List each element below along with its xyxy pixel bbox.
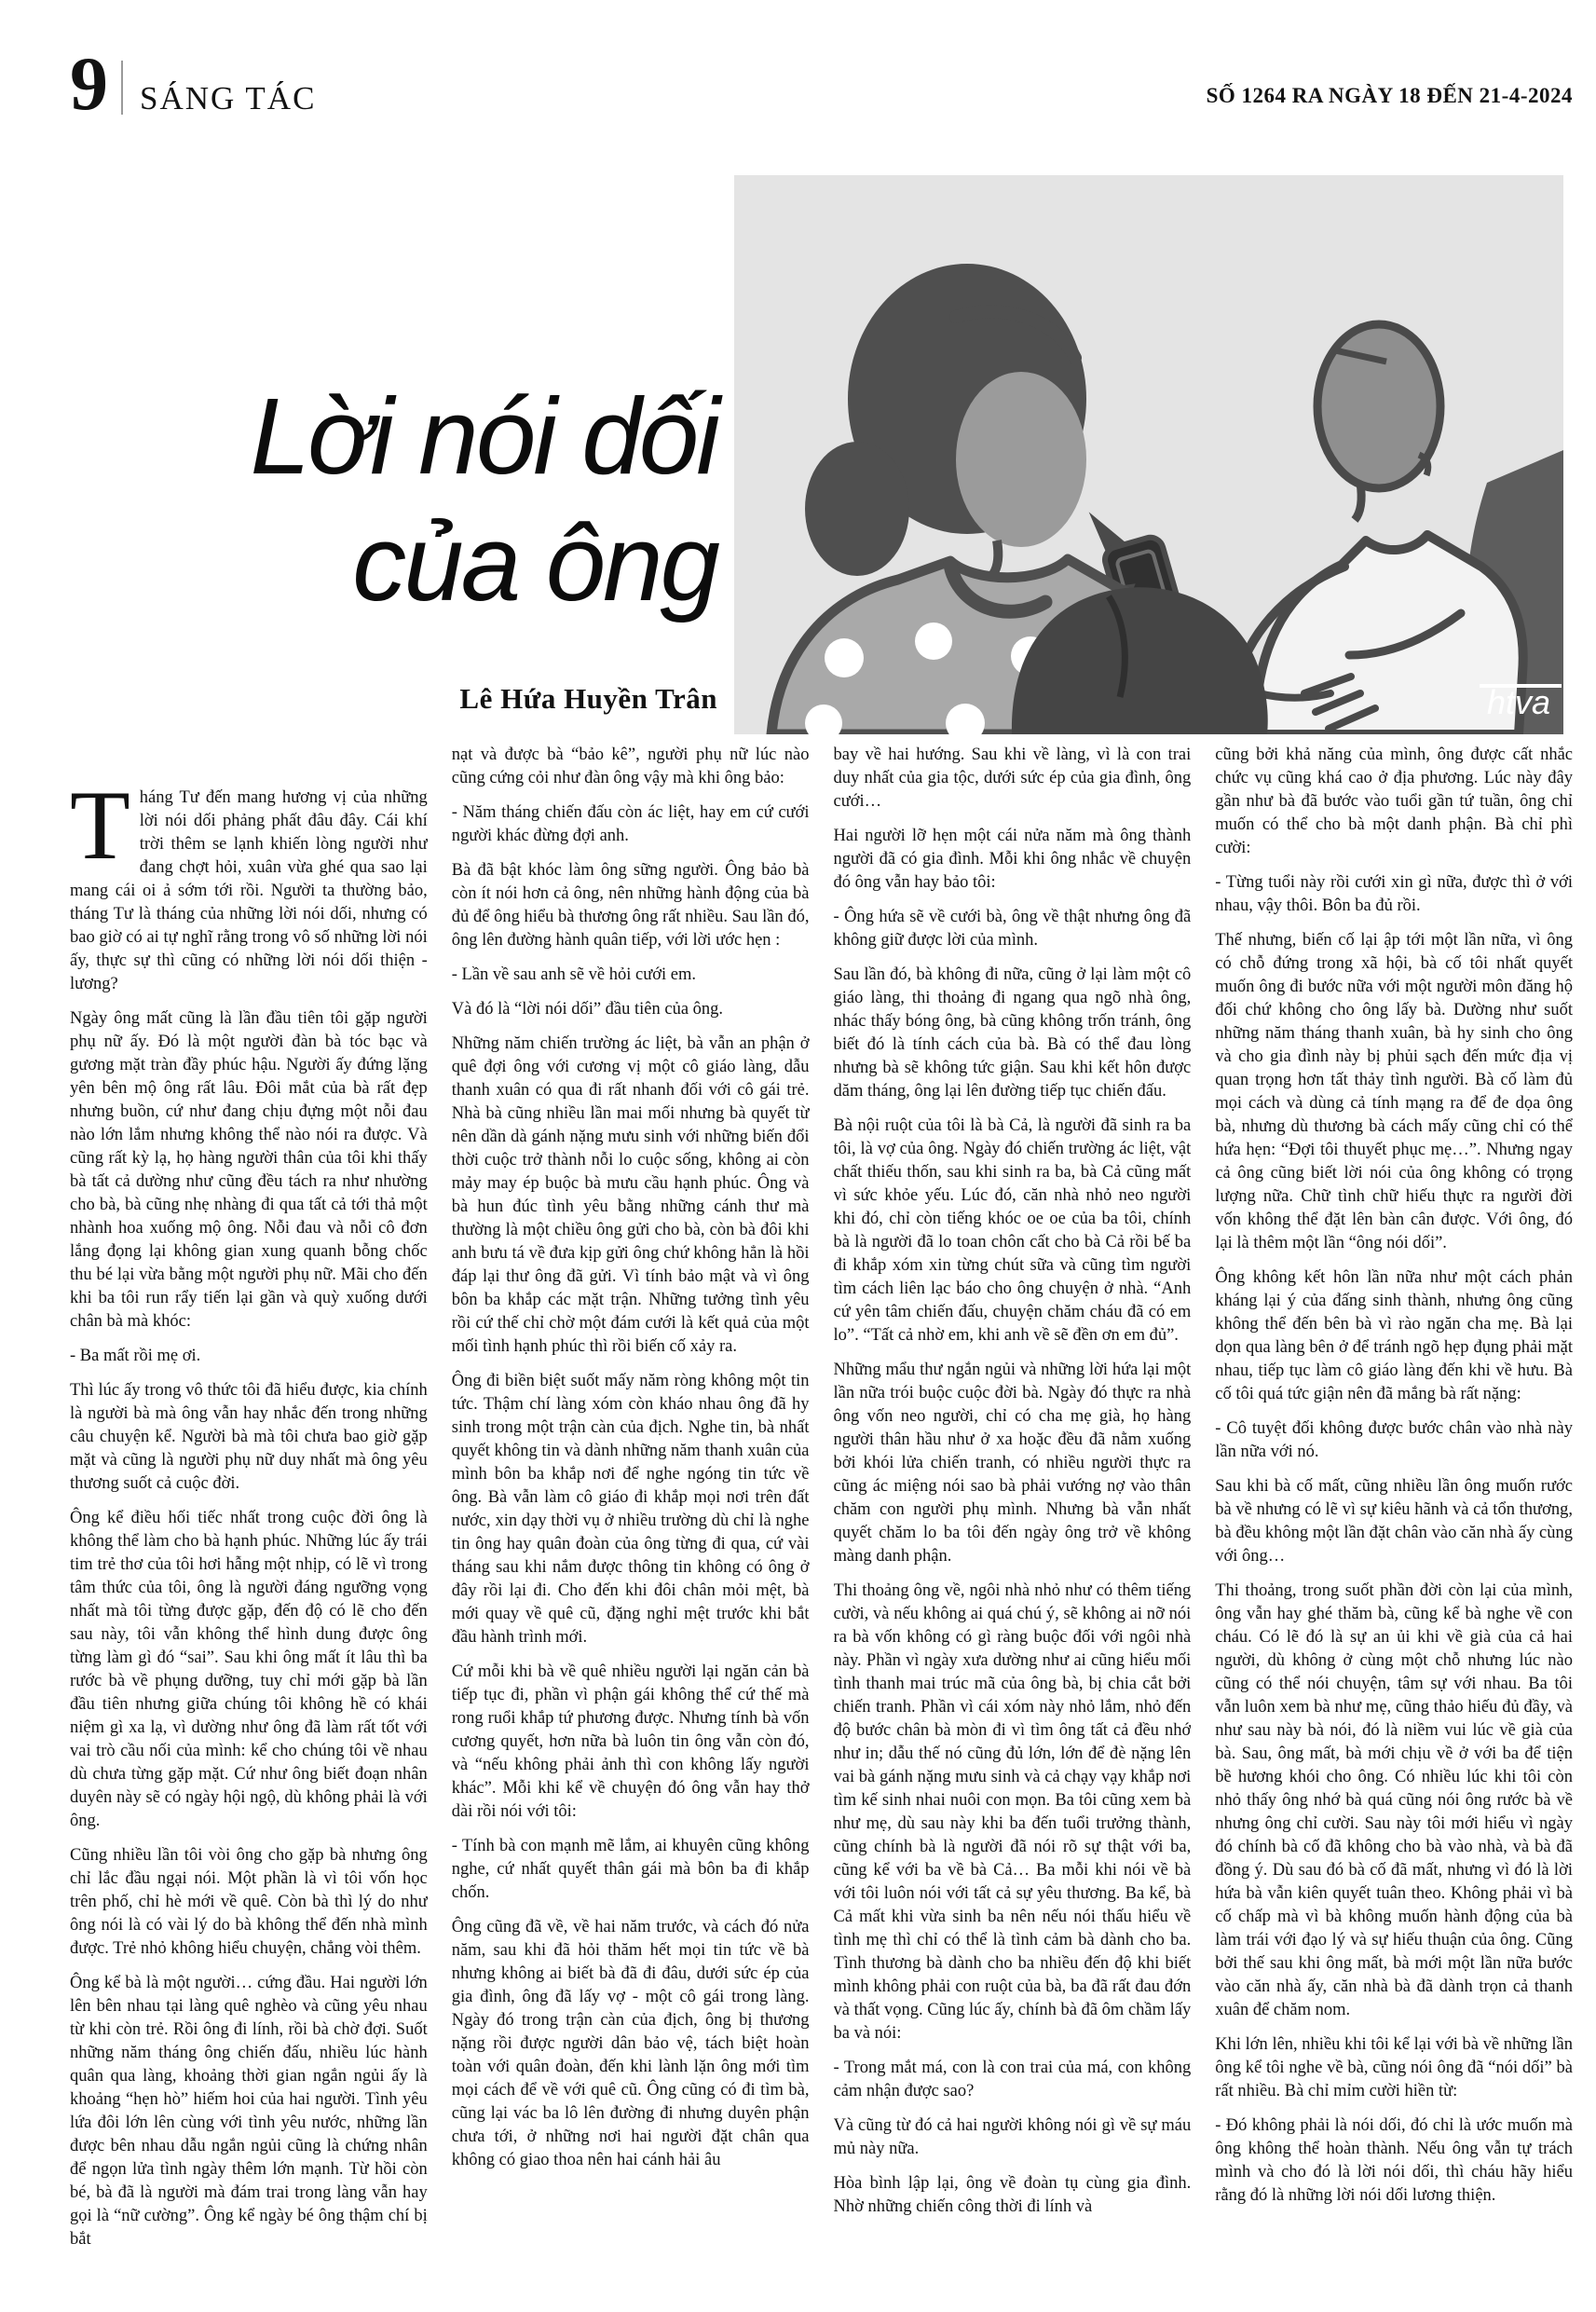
paragraph: Cũng nhiều lần tôi vòi ông cho gặp bà nhưng ông chỉ lắc đầu ngại nói. Một phần là vì tôi vốn học trên phố, chỉ hè mới về quê. Còn bà thì lý do như ông nói là có vài lý do bà không thể đến nhà mình được. Trẻ nhỏ không hiểu chuyện, chẳng vòi thêm. [70, 1846, 428, 1958]
article-title [68, 373, 717, 626]
author-byline: Lê Hứa Huyền Trân [459, 682, 717, 715]
text-column-4 [1215, 744, 1573, 2302]
paragraph: Ngày ông mất cũng là lần đầu tiên tôi gặp người phụ nữ ấy. Đó là một người đàn bà tóc bạc và gương mặt tràn đầy phúc hậu. Người ấy đứng lặng yên bên mộ ông rất lâu. Đôi mắt của bà rất đẹp nhưng buồn, cứ như đang chịu đựng một nỗi đau nào lớn lắm nhưng không thể nào nói ra được. Và cũng rất kỳ lạ, họ hàng người thân của tôi khi thấy bà tất cả dường như cũng đều tách ra như nhường cho bà, bà cũng nhẹ nhàng đi qua tất cả tới thả một nhành hoa xuống mộ ông. Nỗi đau và nỗi cô đơn lắng đọng lại không gian xung quanh bỗng chốc thu bé lại vừa bằng một người phụ nữ. Mãi cho đến khi ba tôi run rẩy tiến lại gần và quỳ xuống dưới chân bà mà khóc: [70, 1009, 428, 1331]
text-column-1 [70, 744, 428, 2302]
paragraph: - Cô tuyệt đối không được bước chân vào nhà này lần nữa với nó. [1215, 1419, 1573, 1461]
article-title-line2: của ông [352, 502, 717, 623]
paragraph: - Từng tuổi này rồi cưới xin gì nữa, được thì ở với nhau, vậy thôi. Bôn ba đủ rồi. [1215, 873, 1573, 915]
paragraph: Ông đi biền biệt suốt mấy năm ròng không một tin tức. Thậm chí làng xóm còn kháo nhau ông đã hy sinh trong một trận càn của địch. Nghe tin, bà nhất quyết không tin và dành những năm thanh xuân của mình bôn ba khắp nơi để nghe ngóng tin tức về ông. Bà vẫn làm cô giáo đi khắp mọi nơi trên đất nước, xin dạy thời vụ ở nhiều trường dù chỉ là nghe tin ông hay quân đoàn của ông từng đi qua, cứ vài tháng sau khi nắm được thông tin không có ông ở đây rồi lại đi. Cho đến khi đôi chân mỏi mệt, bà mới quay về quê cũ, đặng nghỉ mệt trước khi bắt đầu hành trình mới. [451, 1372, 810, 1647]
paragraph: Cứ mỗi khi bà về quê nhiều người lại ngăn cản bà tiếp tục đi, phần vì phận gái không thể cứ thế mà rong ruổi khắp tứ phương được. Nhưng tính bà vốn cương quyết, hơn nữa bà luôn tin ông vẫn còn đó, và “nếu không phải ảnh thì con không lấy người khác”. Mỗi khi kể về chuyện đó ông vẫn hay thở dài rồi nói với tôi: [451, 1662, 810, 1821]
page-header [70, 41, 317, 126]
paragraph: Những mẩu thư ngắn ngủi và những lời hứa lại một lần nữa trói buộc cuộc đời bà. Ngày đó thực ra nhà ông vốn neo người, chỉ có cha mẹ già, họ hàng người thân hầu như ở xa hoặc đều đã nằm xuống bởi khói lửa chiến tranh, có nhiều người thực ra cũng ác miệng nói sao bà phải vướng nợ vào thân chăm con người phụ mình. Nhưng bà vẫn nhất quyết chăm lo ba tôi đến ngày ông trở về không màng danh phận. [833, 1361, 1192, 1566]
paragraph: Hai người lỡ hẹn một cái nửa năm mà ông thành người đã có gia đình. Mỗi khi ông nhắc về chuyện đó ông vẫn hay bảo tôi: [833, 827, 1192, 892]
drop-cap: T [70, 771, 130, 880]
header-divider [121, 61, 123, 115]
artist-signature: htva [1486, 683, 1551, 721]
paragraph: Bà nội ruột của tôi là bà Cả, là người đã sinh ra ba tôi, là vợ của ông. Ngày đó chiến trường ác liệt, vật chất thiếu thốn, sau khi sinh ra ba, bà Cả cũng mất vì sức khỏe yếu. Lúc đó, căn nhà nhỏ neo người khi đó, chỉ còn tiếng khóc oe oe của ba tôi, chính bà là người đã lo toan chôn cất cho bà Cả rồi bế ba đi khắp xóm xin từng chút sữa và cũng tìm người tìm cách liên lạc báo cho ông chuyện ở nhà. “Anh cứ yên tâm chiến đấu, chuyện chăm cháu đã có em lo”. “Tất cả nhờ em, khi anh về sẽ đền ơn em đủ”. [833, 1116, 1192, 1345]
paragraph: - Năm tháng chiến đấu còn ác liệt, hay em cứ cưới người khác đừng đợi anh. [451, 803, 810, 845]
section-title: SÁNG TÁC [140, 80, 317, 116]
paragraph: Thi thoảng ông về, ngôi nhà nhỏ như có thêm tiếng cười, và nếu không ai quá chú ý, sẽ không ai nỡ nói ra bà vốn không có gì ràng buộc đối với ngôi nhà này. Phần vì ngày xưa dường như ai cũng hiểu mối tình thanh mai trúc mã của ông bà, bị chia cắt bởi chiến tranh. Phần vì cái xóm này nhỏ lắm, nhỏ đến độ bước chân bà mòn đi vì tìm ông tất cả đều nhớ như in; dẫu thế nó cũng đủ lớn, lớn để đè nặng lên vai bà gánh nặng mưu sinh và cả chạy vạy khắp nơi tìm kế sinh nhai nuôi con mọn. Ba tôi cũng xem bà như mẹ, dù sau này khi ba đến tuổi trưởng thành, cũng chính bà là người đã nói rõ sự thật với ba, cũng kể với ba về bà Cả… Ba mỗi khi nói về bà với tôi luôn nói với tất cả sự yêu thương. Ba kể, bà Cả mất khi vừa sinh ba nên nếu nói thấu hiểu về tình mẹ thì chỉ có thể là tình cảm bà dành cho ba. Tình thương bà dành cho ba nhiều đến độ khi biết mình không phải con ruột của bà, ba đã rất đau đớn và thất vọng. Cũng lúc ấy, chính bà đã ôm chầm lấy ba và nói: [833, 1581, 1192, 2043]
paragraph: Và cũng từ đó cả hai người không nói gì về sự máu mủ này nữa. [833, 2116, 1192, 2158]
paragraph: Thì lúc ấy trong vô thức tôi đã hiểu được, kia chính là người bà mà ông vẫn hay nhắc đến trong những câu chuyện kể. Người bà mà tôi chưa bao giờ gặp mặt và cũng là người phụ nữ duy nhất mà ông yêu thương suốt cả cuộc đời. [70, 1381, 428, 1493]
paragraph: Thế nhưng, biến cố lại ập tới một lần nữa, vì ông có chỗ đứng trong xã hội, bà cố tôi nhất quyết muốn ông đi bước nữa với một người môn đăng hộ đối chứ không cho ông lấy bà. Dường như suốt những năm tháng thanh xuân, bà hy sinh cho ông và cho gia đình này bị phủi sạch đến mức địa vị quan trọng hơn tất thảy tình người. Bà cố làm đủ mọi cách và dùng cả tính mạng ra để đe dọa ông bà, nhưng dù thương bà cách mấy cũng chỉ có thể hứa hẹn: “Đợi tôi thuyết phục mẹ…”. Nhưng ngay cả ông cũng biết lời nói của ông không có trọng lượng nữa. Chữ tình chữ hiếu thực ra người đời vốn không thể đặt lên bàn cân được. Với ông, đó lại là thêm một lần “ông nói dối”. [1215, 931, 1573, 1252]
paragraph: Và đó là “lời nói dối” đầu tiên của ông. [451, 1000, 724, 1019]
paragraph: Ông cũng đã về, về hai năm trước, và cách đó nửa năm, sau khi đã hỏi thăm hết mọi tin tức về bà nhưng không ai biết bà đã đi đâu, dưới sức ép của gia đình, ông đã lấy vợ - một cô gái trong làng. Ngày đó trong trận càn của địch, ông bị thương nặng rồi được người dân bảo vệ, tách biệt hoàn toàn với quân đoàn, đến khi lành lặn ông mới tìm mọi cách để về với quê cũ. Ông cũng có đi tìm bà, cũng lại vác ba lô lên đường đi nhưng duyên phận chưa tới, ở những nơi hai người đặt chân qua không có giao thoa nên hai cánh hải âu [451, 1918, 810, 2169]
paragraph: Thi thoảng, trong suốt phần đời còn lại của mình, ông vẫn hay ghé thăm bà, cũng kể bà nghe về con cháu. Có lẽ đó là sự an ủi khi về già của cả hai người, dù không ở cùng một chỗ nhưng lúc nào cũng có thể nói chuyện, tâm sự với nhau. Ba tôi vẫn luôn xem bà như mẹ, cũng thảo hiếu đủ đầy, và như sau này bà nói, đó là niềm vui lúc về già của bà. Sau, ông mất, bà mới chịu về ở với ba để tiện bề hương khói cho ông. Có nhiều lúc khi tôi còn nhỏ thấy ông nhớ bà quá cũng nói ông rước bà về nhưng ông chỉ cười. Sau này tôi mới hiểu vì ngày đó chính bà cố đã không cho bà vào nhà, và bà đã đồng ý. Dù sau đó bà cố đã mất, nhưng vì đó là lời hứa bà vẫn kiên quyết tuân theo. Không phải vì bà cố chấp mà vì bà không muốn hành động của bà làm trái với đạo lý và sự hiếu thuận của ông. Cũng bởi thế sau khi ông mất, bà mới một lần nữa bước vào căn nhà ấy, căn nhà bà đã dành trọn cả thanh xuân để chăm nom. [1215, 1581, 1573, 2019]
paragraph: - Tính bà con mạnh mẽ lắm, ai khuyên cũng không nghe, cứ nhất quyết thân gái mà bôn ba đi khắp chốn. [451, 1837, 810, 1902]
paragraph: Hòa bình lập lại, ông về đoàn tụ cùng gia đình. Nhờ những chiến công thời đi lính và [833, 2174, 1192, 2216]
article-title-line1: Lời nói dối [250, 376, 717, 497]
paragraph: Những năm chiến trường ác liệt, bà vẫn an phận ở quê đợi ông với cương vị một cô giáo làng, dẫu thanh xuân có qua đi rất nhanh đối với cô gái trẻ. Nhà bà cũng nhiều lần mai mối nhưng bà quyết từ nên dần dà gánh nặng mưu sinh với những biến đổi thời cuộc trở thành nỗi lo cuộc sống, không ai còn mảy may ép buộc bà mưu cầu hạnh phúc. Ông và bà hun đúc tình yêu bằng những cánh thư mà thường là một chiều ông gửi cho bà, còn bà đôi khi anh bưu tá về đưa kịp gửi ông chứ không hẳn là hồi đáp lại thư ông đã gửi. Vì tính bảo mật và vì ông bôn ba khắp các mặt trận. Những tưởng tình yêu rồi cứ thế chỉ chờ một đám cưới là kết quả của một mối tình hạnh phúc thì rồi biến cố xảy ra. [451, 1034, 810, 1356]
paragraph: bay về hai hướng. Sau khi về làng, vì là con trai duy nhất của gia tộc, dưới sức ép của gia đình, ông cưới… [833, 746, 1192, 811]
text-column-3 [834, 744, 1192, 2302]
paragraph: nạt và được bà “bảo kê”, người phụ nữ lúc nào cũng cứng cỏi như đàn ông vậy mà khi ông bảo: [451, 746, 810, 787]
page-number: 9 [70, 41, 106, 126]
paragraph: Sau khi bà cố mất, cũng nhiều lần ông muốn rước bà về nhưng có lẽ vì sự kiêu hãnh và cả tổn thương, bà đều không một lần đặt chân vào căn nhà ấy cùng với ông… [1215, 1477, 1573, 1566]
paragraph: Ông kể điều hối tiếc nhất trong cuộc đời ông là không thể làm cho bà hạnh phúc. Những lúc ấy trái tim trẻ thơ của tôi hơi hẫng một nhịp, có lẽ vì trong tâm thức của tôi, ông là người đáng ngưỡng vọng nhất mà tôi từng được gặp, đến độ có lẽ cho đến sau này, tôi vẫn không thể hình dung được ông từng làm gì đó “sai”. Sau khi ông mất ít lâu thì ba rước bà về phụng dưỡng, tuy chỉ mới gặp bà lần đầu tiên nhưng giữa chúng tôi không hề có khái niệm gì xa lạ, vì dường như ông đã làm rất tốt với vai trò cầu nối của mình: kể cho chúng tôi về nhau dù chưa từng gặp mặt. Cứ như ông biết đoạn nhân duyên này sẽ có ngày hội ngộ, dù không phải là với ông. [70, 1509, 428, 1830]
paragraph: - Ông hứa sẽ về cưới bà, ông về thật nhưng ông đã không giữ được lời của mình. [833, 908, 1192, 950]
story-illustration [734, 175, 1563, 734]
paragraph: Ông không kết hôn lần nữa như một cách phản kháng lại ý của đấng sinh thành, nhưng ông cũng không thể đến bên bà vì rào ngăn cha mẹ. Bà lại dọn qua làng bên ở để tránh ngõ hẹp đụng phải mặt nhau, tiếp tục làm cô giáo làng đến khi về hưu. Bà cố tôi quá tức giận nên đã mắng bà rất nặng: [1215, 1268, 1573, 1403]
paragraph: - Lần về sau anh sẽ về hỏi cưới em. [451, 965, 697, 984]
issue-info: SỐ 1264 RA NGÀY 18 ĐẾN 21-4-2024 [1206, 84, 1573, 107]
paragraph: Ông kể bà là một người… cứng đầu. Hai người lớn lên bên nhau tại làng quê nghèo và cũng yêu nhau từ khi còn trẻ. Rồi ông đi lính, rồi bà chờ đợi. Suốt những năm tháng ông chiến đấu, nhiều lúc hành quân qua làng, khoảng thời gian ngắn ngủi ấy là khoảng “hẹn hò” hiếm hoi của hai người. Tình yêu lứa đôi lớn lên cùng với tình yêu nước, những lần được bên nhau dẫu ngắn ngủi cũng là chứng nhân để ngọn lửa tình ngày thêm lớn mạnh. Từ hồi còn bé, bà đã là người mà đám trai trong làng vẫn hay gọi là “nữ cường”. Ông kể ngày bé ông thậm chí bị bắt [70, 1974, 428, 2249]
paragraph: Tháng Tư đến mang hương vị của những lời nói dối phảng phất đâu đây. Cái khí trời thêm se lạnh khiến lòng người như đang chợt hỏi, xuân vừa ghé qua sao lại mang cái oi ả sớm tới rồi. Người ta thường bảo, tháng Tư là tháng của những lời nói dối, nhưng có bao giờ có ai tự nghĩ rằng trong vô số những lời nói ấy, thực sự thì cũng có những lời nói dối thiện - lương? [70, 771, 428, 993]
paragraph: - Trong mắt má, con là con trai của má, con không cảm nhận được sao? [833, 2059, 1192, 2100]
paragraph: Sau lần đó, bà không đi nữa, cũng ở lại làm một cô giáo làng, thi thoảng đi ngang qua ngõ nhà ông, nhác thấy bóng ông, bà cũng không trốn tránh, ông biết đó là tính cách của bà. Bà có thể đau lòng nhưng bà sẽ không tức giận. Sau khi kết hôn được dăm tháng, ông lại lên đường tiếp tục chiến đấu. [833, 965, 1192, 1101]
text-column-2 [452, 744, 810, 2302]
paragraph: - Đó không phải là nói dối, đó chỉ là ước muốn mà ông không thể hoàn thành. Nếu ông vẫn tự trách mình và cho đó là lời nói dối, thì cháu hãy hiểu rằng đó là những lời nói dối lương thiện. [1215, 2116, 1573, 2205]
article-body [70, 744, 1573, 2302]
paragraph: - Ba mất rồi mẹ ơi. [70, 1347, 201, 1365]
paragraph: cũng bởi khả năng của mình, ông được cất nhắc chức vụ cũng khá cao ở địa phương. Lúc này đây gần như bà đã bước vào tuổi gần tứ tuần, ông chỉ muốn có thể cho bà một danh phận. Bà chỉ phì cười: [1215, 746, 1573, 857]
paragraph: Khi lớn lên, nhiều khi tôi kể lại với bà về những lần ông kể tôi nghe về bà, cũng nói ông đã “nói dối” bà rất nhiều. Bà chỉ mỉm cười hiền từ: [1215, 2035, 1573, 2100]
paragraph: Bà đã bật khóc làm ông sững người. Ông bảo bà còn ít nói hơn cả ông, nên những hành động của bà đủ để ông hiểu bà thương ông rất nhiều. Sau lần đó, ông lên đường hành quân tiếp, với lời ước hẹn : [451, 861, 810, 950]
